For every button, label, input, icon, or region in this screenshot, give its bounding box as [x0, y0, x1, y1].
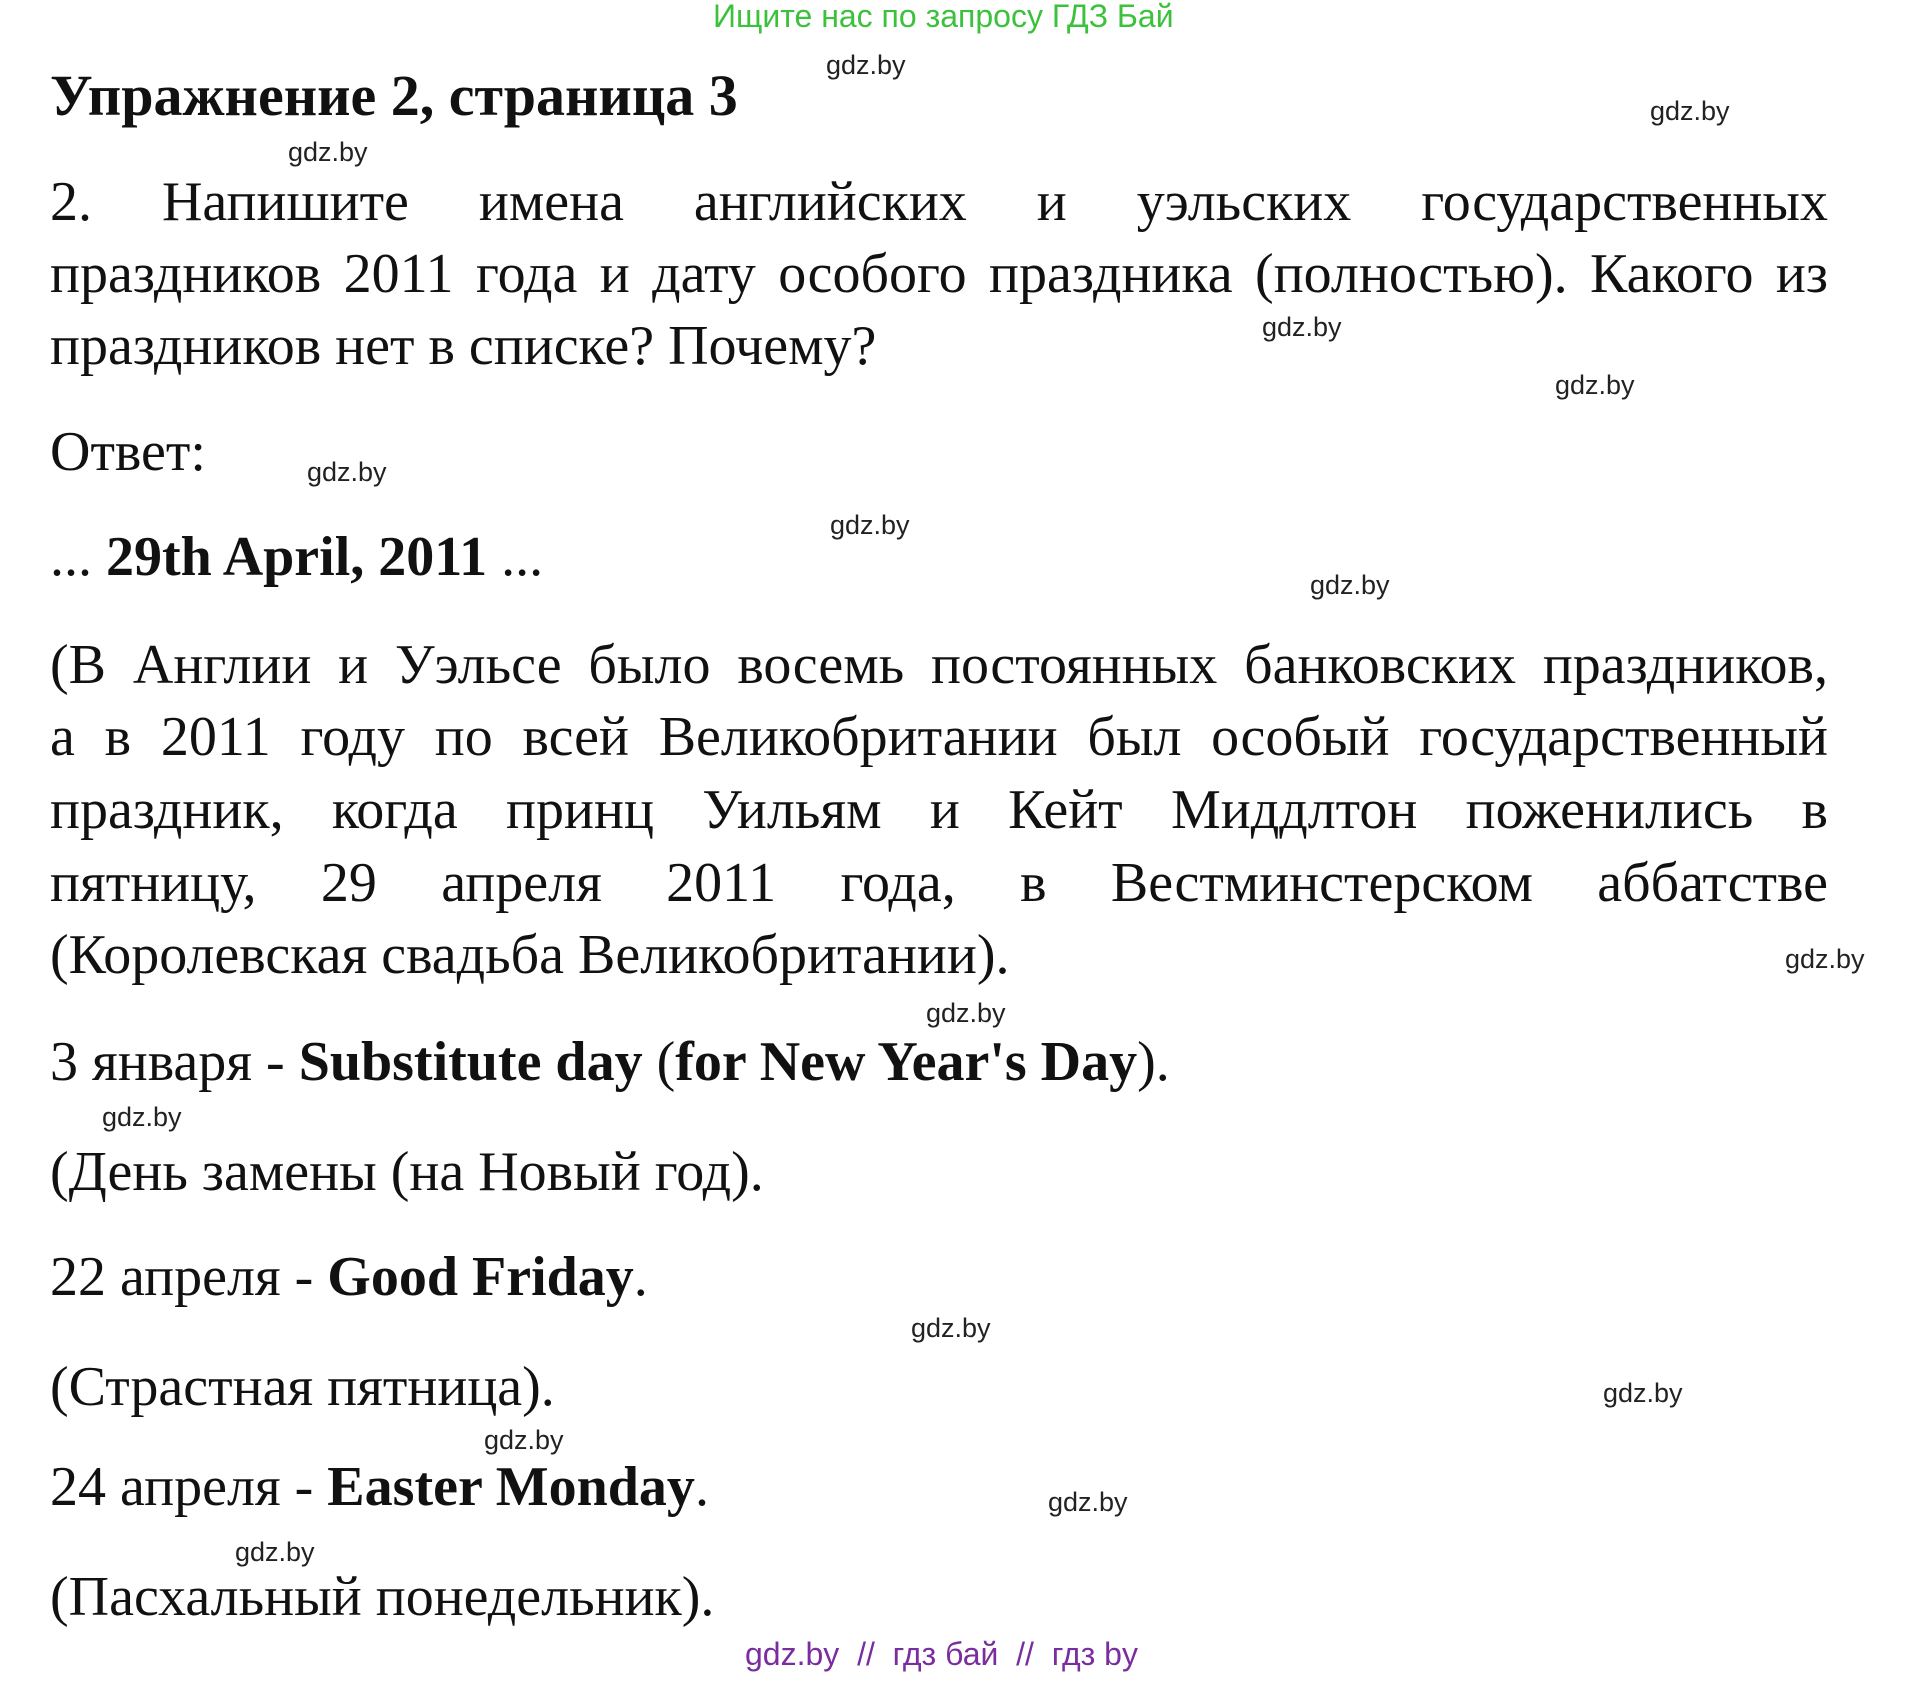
holiday-2 [50, 1245, 648, 1309]
page-title: Упражнение 2, страница 3 [50, 63, 738, 128]
watermark: gdz.by [1785, 944, 1865, 974]
watermark: gdz.by [926, 998, 1006, 1028]
explanation-line-2: а в 2011 году по всей Великобритании был особый государственный [50, 706, 1828, 768]
holiday-3-end: . [694, 1456, 709, 1518]
watermark: gdz.by [288, 137, 368, 167]
holiday-1-date: 3 января - [50, 1031, 299, 1093]
task-line-2: праздников 2011 года и дату особого праздника (полностью). Какого из [50, 243, 1828, 305]
footer-links: gdz.by // гдз бай // гдз by [745, 1636, 1138, 1672]
explanation-line-4: пятницу, 29 апреля 2011 года, в Вестминстерском аббатстве [50, 852, 1828, 914]
watermark: gdz.by [1262, 312, 1342, 342]
holiday-1 [50, 1030, 1170, 1094]
special-date-prefix: ... [50, 526, 92, 588]
special-date-value: 29th April, 2011 [106, 526, 488, 588]
watermark: gdz.by [826, 50, 906, 80]
holiday-2-date: 22 апреля - [50, 1246, 328, 1308]
explanation-line-3: праздник, когда принц Уильям и Кейт Миддлтон поженились в [50, 779, 1828, 841]
holiday-1-end: ). [1137, 1031, 1170, 1093]
watermark: gdz.by [102, 1102, 182, 1132]
watermark: gdz.by [1555, 370, 1635, 400]
holiday-1-name-detail: for New Year's Day [675, 1031, 1138, 1093]
watermark: gdz.by [911, 1313, 991, 1343]
holiday-3-name: Easter Monday [327, 1456, 695, 1518]
watermark: gdz.by [1650, 96, 1730, 126]
watermark: gdz.by [235, 1537, 315, 1567]
special-date-line [50, 525, 543, 589]
special-date-suffix: ... [501, 526, 544, 588]
task-line-1: 2. Напишите имена английских и уэльских государственных [50, 171, 1828, 233]
holiday-3 [50, 1455, 709, 1519]
watermark: gdz.by [1603, 1378, 1683, 1408]
answer-label: Ответ: [50, 421, 206, 483]
watermark: gdz.by [830, 510, 910, 540]
holiday-3-translation: (Пасхальный понедельник). [50, 1566, 715, 1628]
holiday-2-translation: (Страстная пятница). [50, 1356, 555, 1418]
task-line-3: праздников нет в списке? Почему? [50, 315, 877, 377]
watermark: gdz.by [307, 457, 387, 487]
holiday-2-end: . [633, 1246, 648, 1308]
explanation-line-1: (В Англии и Уэльсе было восемь постоянных банковских праздников, [50, 634, 1828, 696]
explanation-line-5: (Королевская свадьба Великобритании). [50, 924, 1010, 986]
holiday-3-date: 24 апреля - [50, 1456, 328, 1518]
watermark: gdz.by [1310, 570, 1390, 600]
holiday-1-translation: (День замены (на Новый год). [50, 1141, 764, 1203]
holiday-1-name: Substitute day [298, 1031, 643, 1093]
search-banner: Ищите нас по запросу ГДЗ Бай [713, 0, 1174, 34]
watermark: gdz.by [1048, 1487, 1128, 1517]
holiday-2-name: Good Friday [327, 1246, 634, 1308]
watermark: gdz.by [484, 1425, 564, 1455]
holiday-1-paren: ( [642, 1031, 676, 1093]
